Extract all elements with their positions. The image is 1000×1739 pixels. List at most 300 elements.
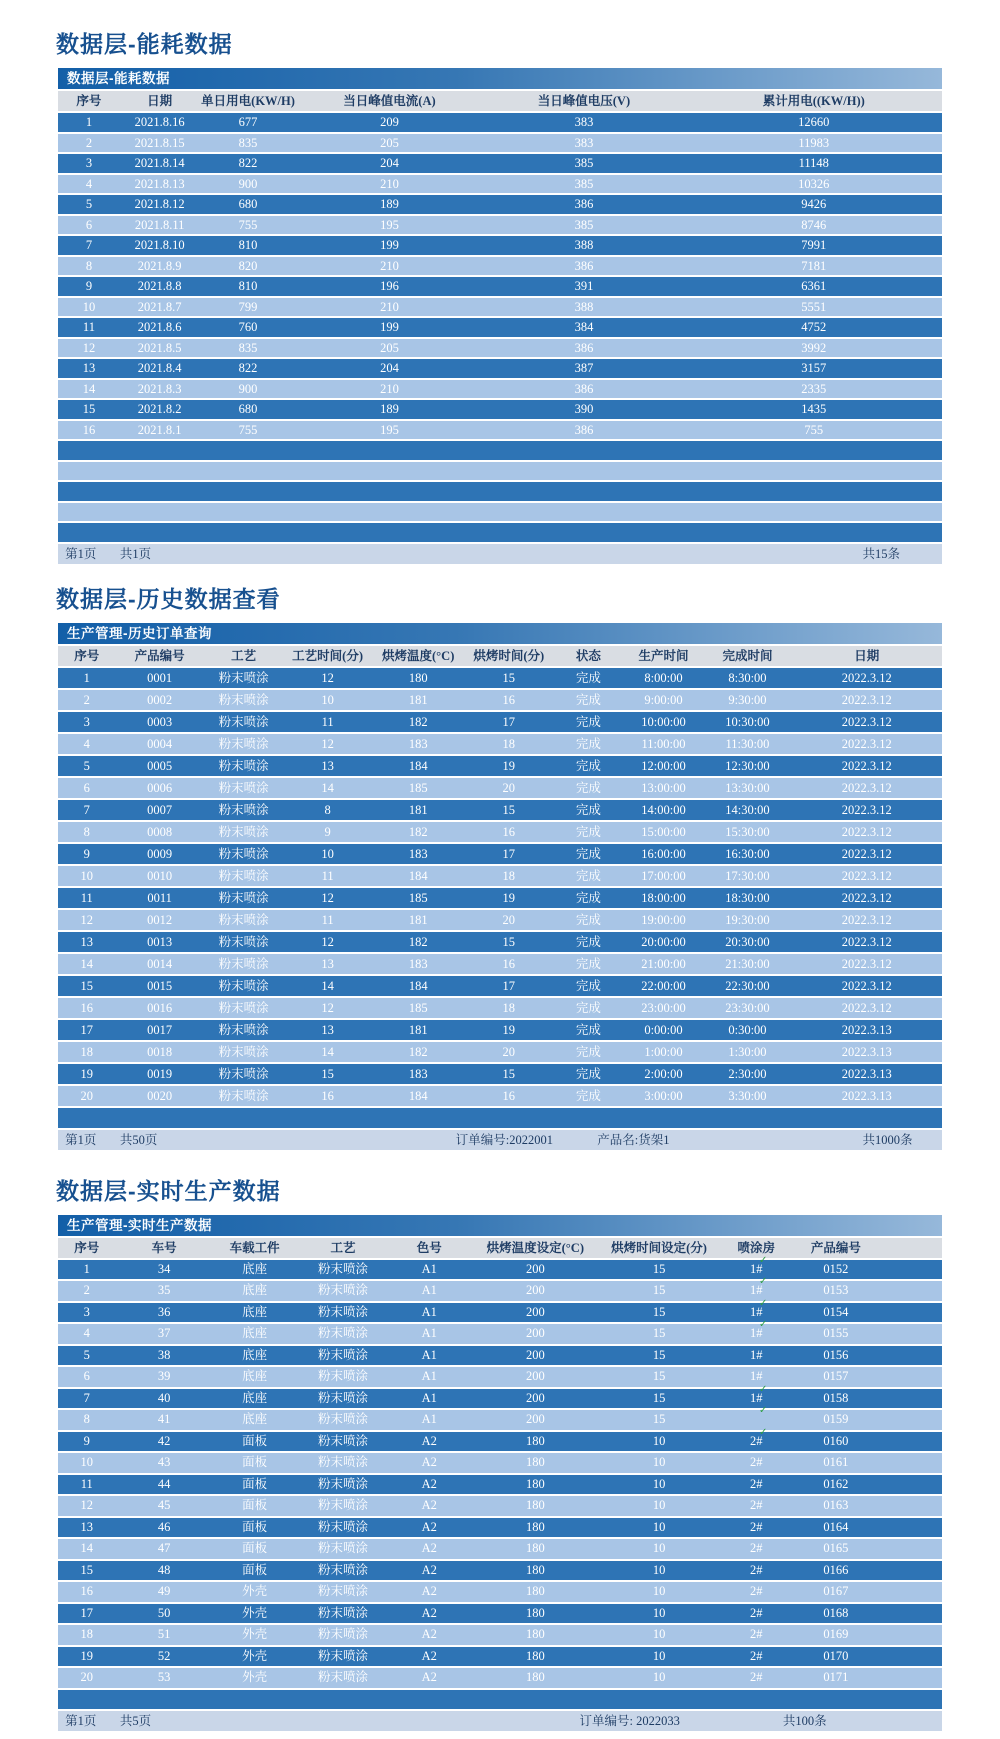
column-header: 产品编号: [810, 1240, 861, 1255]
table-cell: 7: [83, 1390, 90, 1405]
table-row: [58, 400, 942, 419]
table-cell: 48: [157, 1562, 171, 1577]
table-cell: 181: [408, 692, 428, 707]
table-cell: 200: [525, 1369, 545, 1383]
table-cell: 2021.8.1: [137, 422, 182, 437]
table-cell: 184: [408, 868, 428, 883]
table-row: [58, 844, 942, 864]
table-cell: 15: [652, 1390, 666, 1405]
table-cell: 粉末喷涂: [218, 736, 269, 751]
table-cell: 11:30:00: [725, 736, 770, 751]
table-cell: A1: [421, 1283, 437, 1297]
table-cell: 9: [83, 1433, 90, 1448]
table-cell: 7: [85, 238, 93, 252]
table-cell: 底座: [242, 1261, 268, 1276]
table-row: [58, 318, 942, 337]
table-cell: 23:30:00: [725, 1000, 770, 1015]
column-header: 序号: [74, 648, 100, 663]
table-cell: 385: [574, 217, 594, 232]
table-cell: 0008: [147, 824, 173, 839]
table-cell: 13: [82, 361, 96, 375]
table-cell: 383: [574, 135, 594, 150]
table-footer: [58, 544, 942, 564]
table-cell: 16: [80, 1584, 93, 1598]
table-row: [58, 277, 942, 296]
table-row: [58, 1426, 942, 1452]
table-cell: 10: [321, 692, 334, 707]
table-cell: 15: [652, 1412, 666, 1426]
table-cell: 9426: [801, 197, 827, 211]
column-header: 日期: [854, 648, 880, 663]
table-cell: 49: [157, 1584, 171, 1598]
table-row: [58, 1539, 942, 1559]
column-header: 生产时间: [638, 648, 689, 663]
table-cell: 粉末喷涂: [218, 1022, 269, 1037]
table-cell: 3: [83, 714, 90, 729]
table-cell: 2022.3.13: [841, 1022, 892, 1037]
table-cell: 2021.8.8: [137, 279, 182, 293]
table-cell: 面板: [242, 1498, 268, 1512]
table-cell: 11148: [798, 156, 829, 170]
table-cell: 386: [574, 340, 594, 355]
table-row: [58, 195, 942, 214]
table-cell: 13: [321, 1022, 334, 1037]
table-cell: 2#: [750, 1455, 763, 1469]
page-title-history: 数据层-历史数据查看: [56, 585, 281, 612]
table-cell: 0017: [147, 1022, 173, 1037]
table-cell: 15: [652, 1261, 666, 1276]
table-cell: 粉末喷涂: [218, 1088, 269, 1103]
table-cell: 185: [408, 1000, 428, 1015]
table-cell: 10: [80, 1455, 93, 1469]
table-cell: 完成: [575, 1022, 601, 1037]
table-cell: 完成: [575, 912, 601, 927]
table-cell: 粉末喷涂: [318, 1390, 369, 1405]
table-cell: A1: [421, 1369, 437, 1383]
table-title-label: 生产管理-实时生产数据: [67, 1217, 212, 1233]
table-cell: 835: [238, 135, 258, 150]
table-cell: 1: [85, 115, 93, 129]
table-cell: 180: [525, 1433, 545, 1448]
table-row: [58, 1297, 942, 1323]
table-cell: 粉末喷涂: [218, 846, 269, 861]
table-row: [58, 998, 942, 1018]
column-header: 当日峰值电压(V): [537, 94, 631, 108]
table-cell: A2: [421, 1605, 437, 1620]
table-cell: A2: [421, 1433, 437, 1448]
table-cell: 835: [238, 340, 258, 355]
table-cell: 15: [502, 802, 516, 817]
table-cell: 粉末喷涂: [218, 1000, 269, 1015]
table-cell: 10326: [798, 176, 830, 191]
table-cell: 2022.3.12: [841, 758, 892, 773]
table-cell: 0156: [823, 1347, 849, 1362]
table-cell: 20: [80, 1088, 93, 1103]
column-header: 当日峰值电流(A): [343, 94, 436, 108]
table-cell: 10: [652, 1627, 666, 1641]
table-cell: 19: [80, 1648, 93, 1663]
table-cell: 完成: [575, 802, 601, 817]
table-cell: 11: [321, 912, 334, 927]
empty-row: [58, 482, 942, 501]
table-cell: 1:00:00: [644, 1044, 683, 1059]
table-cell: 20: [502, 912, 516, 927]
table-cell: 21:30:00: [725, 956, 770, 971]
table-cell: 200: [525, 1261, 545, 1276]
table-cell: 10:00:00: [641, 714, 686, 729]
table-row: [58, 154, 942, 173]
table-cell: 底座: [242, 1390, 268, 1405]
table-row: [58, 800, 942, 820]
table-row: [58, 134, 942, 153]
table-cell: 0016: [147, 1000, 173, 1015]
table-cell: 10: [652, 1433, 666, 1448]
table-row: [58, 1604, 942, 1624]
table-cell: 13:30:00: [725, 780, 770, 795]
table-row: [58, 1346, 942, 1366]
table-cell: 182: [408, 1044, 428, 1059]
table-cell: 10: [652, 1584, 666, 1598]
table-cell: 39: [157, 1369, 171, 1383]
table-cell: 2021.8.9: [137, 258, 182, 273]
table-cell: 36: [157, 1304, 171, 1319]
table-cell: 19: [80, 1066, 93, 1081]
table-cell: 2022.3.12: [841, 736, 892, 751]
table-cell: A2: [421, 1670, 437, 1684]
table-cell: 粉末喷涂: [318, 1283, 369, 1297]
table-cell: 44: [157, 1476, 171, 1491]
table-cell: A2: [421, 1476, 437, 1491]
table-row: [58, 1086, 942, 1106]
table-cell: 粉末喷涂: [218, 714, 269, 729]
table-cell: 粉末喷涂: [318, 1412, 369, 1426]
table-cell: 2021.8.5: [137, 340, 182, 355]
table-cell: 12: [82, 340, 96, 355]
table-cell: 677: [238, 115, 258, 129]
table-cell: 17:30:00: [725, 868, 770, 883]
table-cell: 8: [85, 258, 93, 273]
table-cell: 2021.8.14: [134, 156, 185, 170]
table-cell: 2#: [750, 1476, 763, 1491]
empty-row: [58, 462, 942, 481]
table-cell: 12:30:00: [725, 758, 770, 773]
table-cell: 204: [380, 156, 399, 170]
table-cell: 完成: [575, 956, 601, 971]
green-check-icon: ✓: [759, 1297, 768, 1309]
table-cell: 底座: [242, 1412, 268, 1426]
table-cell: 2022.3.12: [841, 978, 892, 993]
table-cell: 粉末喷涂: [218, 824, 269, 839]
table-cell: 15: [502, 1066, 516, 1081]
table-cell: 完成: [575, 1000, 601, 1015]
column-header: 色号: [416, 1240, 442, 1255]
table-cell: 181: [408, 912, 428, 927]
empty-row: [58, 441, 942, 460]
table-cell: 199: [380, 320, 399, 334]
table-cell: 180: [525, 1605, 545, 1620]
table-cell: A2: [421, 1648, 437, 1663]
table-cell: 15: [80, 1562, 93, 1577]
table-cell: 15: [652, 1283, 666, 1297]
table-cell: 18:30:00: [725, 890, 770, 905]
table-cell: 195: [380, 422, 399, 437]
column-header: 累计用电((KW/H)): [762, 94, 865, 108]
table-row: [58, 1405, 942, 1430]
table-cell: 680: [238, 402, 258, 416]
table-cell: 完成: [575, 890, 601, 905]
table-header-row: [58, 1238, 942, 1258]
column-header: 完成时间: [722, 648, 773, 663]
table-title-label: 数据层-能耗数据: [67, 71, 170, 86]
table-cell: 38: [157, 1347, 171, 1362]
table-row: [58, 298, 942, 317]
table-cell: 20:30:00: [725, 934, 770, 949]
table-cell: 11: [321, 714, 334, 729]
footer-item: 共50页: [119, 1132, 158, 1147]
table-cell: 2#: [750, 1648, 763, 1663]
table-cell: 5: [83, 758, 90, 773]
table-cell: 完成: [575, 758, 601, 773]
table-cell: 9:00:00: [644, 692, 683, 707]
column-header: 烘烤时间(分): [473, 648, 545, 663]
table-cell: 183: [408, 846, 428, 861]
table-cell: 2021.8.13: [134, 176, 185, 191]
table-cell: 199: [380, 238, 399, 252]
table-cell: 22:00:00: [641, 978, 686, 993]
table-cell: 17: [502, 714, 516, 729]
table-cell: 200: [525, 1412, 545, 1426]
table-cell: 185: [408, 890, 428, 905]
table-cell: 粉末喷涂: [318, 1584, 369, 1598]
table-cell: 822: [238, 156, 258, 170]
column-header: 烘烤温度设定(°C): [486, 1240, 584, 1255]
table-cell: 18: [502, 868, 516, 883]
table-cell: 面板: [242, 1476, 268, 1491]
table-cell: 2021.8.10: [134, 238, 185, 252]
table-row: [58, 954, 942, 974]
table-cell: 6: [83, 1369, 90, 1383]
table-cell: 0007: [147, 802, 173, 817]
table-cell: 5551: [801, 299, 827, 314]
table-cell: 755: [238, 422, 258, 437]
column-header: 车号: [151, 1240, 177, 1255]
table-cell: 210: [380, 299, 399, 314]
table-cell: 12660: [798, 115, 830, 129]
table-cell: 182: [408, 714, 428, 729]
table-cell: 14: [321, 978, 334, 993]
table-cell: 15: [321, 1066, 334, 1081]
table-cell: 6: [85, 217, 93, 232]
table-cell: 11: [80, 1476, 93, 1491]
table-cell: 15:30:00: [725, 824, 770, 839]
table-cell: 181: [408, 802, 428, 817]
table-row: [58, 690, 942, 710]
table-cell: 2021.8.12: [134, 197, 185, 211]
table-cell: 19:30:00: [725, 912, 770, 927]
table-row: [58, 1064, 942, 1084]
footer-item: 共1000条: [862, 1132, 913, 1147]
table-cell: 383: [574, 115, 594, 129]
table-cell: 0154: [823, 1304, 849, 1319]
table-cell: A1: [421, 1390, 437, 1405]
table-cell: 205: [380, 340, 399, 355]
table-cell: 0171: [823, 1670, 849, 1684]
table-cell: 15: [652, 1369, 666, 1383]
table-cell: 14:00:00: [641, 802, 686, 817]
table-cell: 3:00:00: [644, 1088, 683, 1103]
table-row: [58, 421, 942, 440]
column-header: 状态: [575, 648, 601, 663]
table-cell: 0170: [823, 1648, 849, 1663]
table-cell: 完成: [575, 1044, 601, 1059]
table-cell: 37: [157, 1326, 171, 1340]
table-cell: 粉末喷涂: [318, 1541, 369, 1555]
table-row: [58, 380, 942, 399]
table-header-row: [58, 646, 942, 666]
table-cell: 完成: [575, 780, 601, 795]
table-cell: 2022.3.12: [841, 802, 892, 817]
footer-item: 共5页: [119, 1714, 152, 1728]
column-header: 车载工件: [229, 1240, 280, 1255]
table-cell: 完成: [575, 714, 601, 729]
table-cell: 2022.3.12: [841, 714, 892, 729]
table-cell: 完成: [575, 824, 601, 839]
table-cell: 390: [574, 402, 594, 416]
table-cell: 粉末喷涂: [318, 1369, 369, 1383]
table-cell: 17: [80, 1605, 93, 1620]
table-cell: 183: [408, 956, 428, 971]
table-cell: 8746: [801, 217, 827, 232]
table-cell: 0155: [823, 1326, 849, 1340]
table-cell: 12: [80, 1498, 93, 1512]
table-row: [58, 1518, 942, 1538]
table-body: [58, 668, 942, 1128]
table-cell: 34: [157, 1261, 171, 1276]
table-cell: 粉末喷涂: [318, 1562, 369, 1577]
table-cell: 完成: [575, 1066, 601, 1081]
table-cell: 13: [80, 1519, 93, 1534]
table-cell: A1: [421, 1412, 437, 1426]
table-title-bar-energy: [58, 68, 942, 89]
table-cell: 1#: [750, 1304, 763, 1319]
table-cell: 1: [83, 670, 90, 685]
table-cell: 0015: [147, 978, 173, 993]
table-cell: 2#: [750, 1627, 763, 1641]
column-header: 日期: [147, 94, 173, 108]
table-cell: 面板: [242, 1562, 268, 1577]
table-cell: 粉末喷涂: [218, 758, 269, 773]
table-row: [58, 822, 942, 842]
table-cell: 11: [80, 890, 93, 905]
table-cell: 3:30:00: [728, 1088, 767, 1103]
table-cell: 200: [525, 1347, 545, 1362]
table-cell: 10: [80, 868, 93, 883]
table-cell: 13: [80, 934, 93, 949]
table-cell: 9: [324, 824, 331, 839]
footer-item: 共1页: [119, 546, 152, 561]
table-cell: 1#: [750, 1369, 763, 1383]
table-cell: 0159: [823, 1412, 849, 1426]
table-cell: 4: [85, 176, 93, 191]
table-cell: 386: [574, 258, 594, 273]
table-cell: 16: [502, 824, 516, 839]
table-cell: [717, 1410, 797, 1430]
column-header: 工艺: [231, 648, 257, 663]
table-cell: 8: [83, 1412, 90, 1426]
table-row: [58, 668, 942, 688]
table-cell: 388: [574, 299, 594, 314]
table-cell: 粉末喷涂: [218, 692, 269, 707]
table-cell: 12: [321, 736, 334, 751]
table-cell: 2021.8.16: [134, 115, 185, 129]
table-cell: 0164: [823, 1519, 849, 1534]
table-cell: 21:00:00: [641, 956, 686, 971]
table-cell: 822: [238, 361, 258, 375]
table-cell: 粉末喷涂: [318, 1648, 369, 1663]
table-cell: 粉末喷涂: [218, 1044, 269, 1059]
table-cell: A1: [421, 1326, 437, 1340]
table-cell: 52: [157, 1648, 171, 1663]
table-cell: 11: [82, 320, 95, 334]
table-cell: 4752: [801, 320, 827, 334]
table-cell: 粉末喷涂: [318, 1261, 369, 1276]
table-cell: 210: [380, 381, 399, 396]
table-cell: 50: [157, 1605, 171, 1620]
table-row: [58, 1042, 942, 1062]
table-cell: 14: [82, 381, 96, 396]
table-cell: A1: [421, 1261, 437, 1276]
table-cell: 2:00:00: [644, 1066, 683, 1081]
table-row: [58, 113, 942, 132]
table-cell: 20: [502, 780, 516, 795]
table-cell: 外壳: [242, 1627, 268, 1641]
table-cell: 4: [83, 736, 90, 751]
table-cell: 0157: [823, 1369, 849, 1383]
table-row: [58, 216, 942, 235]
table-cell: 2022.3.13: [841, 1088, 892, 1103]
table-cell: 2021.8.3: [137, 381, 182, 396]
table-cell: 1#: [750, 1390, 763, 1405]
table-footer: [58, 1711, 942, 1731]
table-cell: 209: [380, 115, 399, 129]
table-cell: A2: [421, 1562, 437, 1577]
table-cell: 18: [502, 1000, 516, 1015]
column-header: 烘烤温度(°C): [382, 648, 455, 663]
table-cell: 2#: [750, 1562, 763, 1577]
column-header: 工艺: [330, 1240, 356, 1255]
table-title-bar-history: [58, 623, 942, 644]
table-cell: 47: [157, 1541, 171, 1555]
table-cell: 2: [85, 135, 93, 150]
table-cell: 8: [324, 802, 331, 817]
table-row: [58, 1276, 942, 1301]
table-title-bar-realtime: [58, 1215, 942, 1236]
table-cell: 17:00:00: [641, 868, 686, 883]
table-cell: 210: [380, 258, 399, 273]
table-cell: 1435: [801, 402, 827, 416]
table-cell: 7: [83, 802, 90, 817]
table-cell: 0006: [147, 780, 173, 795]
table-cell: 0165: [823, 1541, 849, 1555]
table-cell: 0169: [823, 1627, 849, 1641]
table-cell: 180: [525, 1648, 545, 1663]
table-cell: 205: [380, 135, 399, 150]
table-cell: 14: [321, 780, 334, 795]
table-cell: A2: [421, 1541, 437, 1555]
green-check-icon: ✓: [759, 1383, 768, 1395]
table-cell: 20:00:00: [641, 934, 686, 949]
table-cell: 0167: [823, 1584, 849, 1598]
